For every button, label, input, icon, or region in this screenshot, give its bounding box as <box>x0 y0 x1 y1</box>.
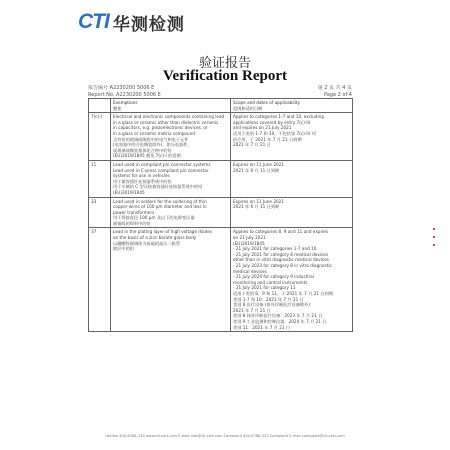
exemption-line: (电容器中的介电陶瓷除外)，如压电器件， <box>113 142 192 148</box>
scope-line: on 21 July 2021 <box>233 235 266 241</box>
scope-line: Applies to categories 1-7 and 10, excluding <box>233 114 324 120</box>
header-no <box>89 99 111 113</box>
report-number-block <box>88 85 161 99</box>
scope-line: 类别 8 医疗设备 (体外诊断医疗设备除外)： <box>233 302 315 308</box>
header-exemptions-en: Exemptions <box>113 100 138 105</box>
header-scope <box>231 99 353 113</box>
exemption-line: 用于车辆的 C 型压接兼容插针连接器系统中的铅 <box>113 184 203 190</box>
exemption-line: on the basis of a zinc borate glass body <box>113 235 197 241</box>
scope-line: - 21 July 2023 for category 8 in vitro diagnostic <box>233 263 332 269</box>
header-exemptions-cn: 豁免 <box>113 105 122 111</box>
scope-line: 的应用，于 2021 年 7 月 21 日到期 <box>233 136 302 142</box>
exemption-line: in a glass or ceramic other than dielectric ceramic <box>113 119 219 125</box>
row-number: 7(c)-I <box>89 113 111 161</box>
scope-line: - 21 July 2024 for category 9 industrial <box>233 274 314 280</box>
side-mark <box>433 236 435 238</box>
exemption-line: in a glass or ceramic matrix compound <box>113 130 195 136</box>
scope-line: 2021 年 7 月 21 日 <box>233 307 271 313</box>
exemption-line: power transformers <box>113 209 155 215</box>
scope-line: Expires on 11 June 2021 <box>233 161 284 167</box>
scope-line: - 21 July 2021 for categories 1-7 and 10 <box>233 246 317 252</box>
page-number-cn: 第 2 页 共 4 页 <box>317 85 352 91</box>
scope-line: 2021 年 6 月 11 日到期 <box>233 204 280 210</box>
exemption-line: Lead used in solders for the soldering of thin <box>113 198 207 204</box>
exemption-cell <box>111 113 231 161</box>
scope-line: 适用于类别 1-7 和 10，不包括第 7(c)-IV 项 <box>233 130 316 136</box>
exemption-line: Lead used in compliant pin connector systems <box>113 161 211 167</box>
page-number-en: Page 2 of 4 <box>323 92 352 98</box>
scope-line: 类别 9 工业监测和控制仪器：2024 年 7 月 21 日 <box>233 318 327 324</box>
table-row <box>89 113 353 161</box>
exemption-line: Lead in the plating layer of high voltage diodes <box>113 229 213 235</box>
exemption-cell <box>111 197 231 228</box>
scope-cell <box>231 113 353 161</box>
exemption-line: 或玻璃或陶瓷基体化合物中的铅 <box>113 147 172 153</box>
row-number: 11 <box>89 160 111 197</box>
exemptions-table <box>88 98 353 332</box>
scope-line: - 21 July 2021 for category 8 medical devices <box>233 251 329 257</box>
logo-chinese: 华测检测 <box>112 14 185 35</box>
side-marks <box>433 228 435 252</box>
scope-line: and expires on 21 July 2021 <box>233 125 292 131</box>
exemption-line: Electrical and electronic components containing lead <box>113 114 225 120</box>
exemption-cell <box>111 160 231 197</box>
table-body <box>89 113 353 332</box>
scope-line: applications covered by entry 7(c)-IV <box>233 119 311 125</box>
logo-latin: CTI <box>78 10 109 33</box>
scope-line: 2021 年 6 月 11 日到期 <box>233 167 280 173</box>
table-row <box>89 160 353 197</box>
side-mark <box>433 228 435 230</box>
report-title-english: Verification Report <box>163 68 287 84</box>
table-row <box>89 197 353 228</box>
scope-line: 类别 1-7 和 10：2021 年 7 月 21 日 <box>233 296 304 302</box>
scope-line: 类别 8 体外诊断医疗设备：2023 年 7 月 21 日 <box>233 313 323 319</box>
exemption-line: Lead used in C-press compliant pin connector <box>113 167 209 173</box>
table-row <box>89 228 353 332</box>
scope-line: medical devices <box>233 268 267 274</box>
scope-line: - 21 July 2021 for category 11 <box>233 285 296 291</box>
report-title-chinese: 验证报告 <box>198 56 251 71</box>
exemption-line: 镀层中的铅 <box>113 246 134 252</box>
scope-line: Expires on 11 June 2021 <box>233 198 284 204</box>
cti-logo <box>78 10 185 34</box>
header-scope-cn: 范围和适用日期 <box>233 105 263 111</box>
exemption-line: 用于兼容插针连接器系统中的铅 <box>113 178 172 184</box>
scope-line: (EU)2019/1845 <box>233 240 265 246</box>
exemption-line: copper wires of 100 µm diameter and less in <box>113 204 207 210</box>
scope-cell <box>231 197 353 228</box>
exemption-line: in capacitors, e.g. piezoelectronic devices, or <box>113 125 208 131</box>
report-number-en: Report No. A2230200 5006 E <box>88 92 161 98</box>
scope-line: Applies to categories 8, 9 and 11 and expires <box>233 229 329 235</box>
exemption-line: 用于焊接直径 100 µm 及以下的电源变压器 <box>113 215 195 221</box>
scope-line: other than in vitro diagnostic medical devices <box>233 257 329 263</box>
exemption-line: 以硼酸锌玻璃体为基础的高压二极管 <box>113 240 181 246</box>
exemption-line: 细铜线的焊料中的铅 <box>113 220 151 226</box>
scope-line: 类别 11：2021 年 7 月 21 日 <box>233 324 291 330</box>
scope-line: 适用于类别 8、9 和 11，于 2021 年 7 月 21 日到期 <box>233 291 333 296</box>
exemption-line: systems for use in vehicles <box>113 173 170 179</box>
page-number-block <box>310 85 352 99</box>
scope-line: monitoring and control instruments <box>233 279 308 285</box>
table-header-row <box>89 99 353 113</box>
header-exemptions <box>111 99 231 113</box>
row-number: 37 <box>89 228 111 332</box>
exemption-line: (EU)2019/1845 <box>113 189 145 195</box>
exemption-cell <box>111 228 231 332</box>
report-number-cn: 报告编号 A2230200 5006 E <box>88 85 155 91</box>
row-number: 33 <box>89 197 111 228</box>
scope-cell <box>231 160 353 197</box>
exemption-line: 含有铅的玻璃或陶瓷中的电气和电子元件 <box>113 136 189 142</box>
page-footer: Hotline 400-6788-333 www.cti-cert.com E-mail info@cti-cert.com Complaint 400-6788-333 Complaint E-mail complaint@cti-cert.com <box>105 434 345 438</box>
header-scope-en: Scope and dates of applicability <box>233 100 300 105</box>
side-mark <box>433 244 435 246</box>
scope-line: 2021 年 7 月 21 日 <box>233 142 271 148</box>
exemption-line: (EU)2019/1845 豁免 7(c)-I 的延期 <box>113 153 181 159</box>
scope-cell <box>231 228 353 332</box>
